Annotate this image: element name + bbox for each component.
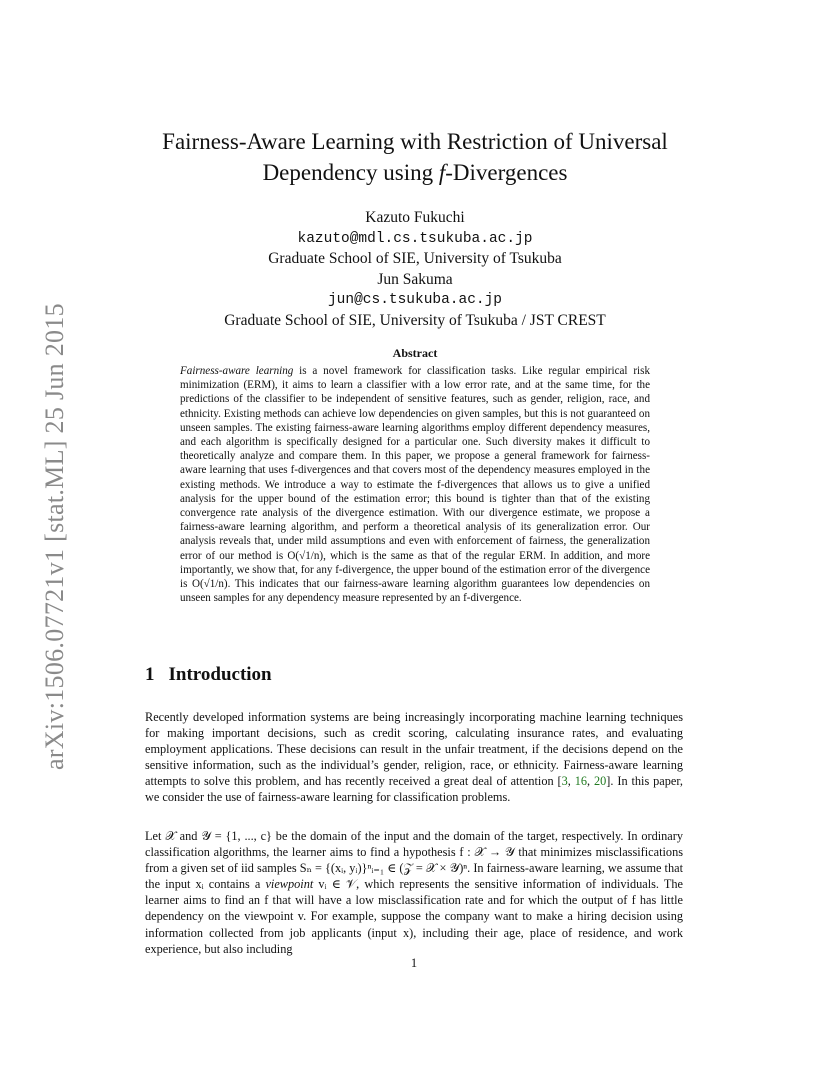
- citation-link[interactable]: 3: [561, 774, 568, 789]
- para2-text-a: Let 𝒳 and 𝒴 = {1, ..., c} be the domain of the input and the domain of the target, respectively. In ordinary classification algorithms, the learner aims to find a hypothesis f : 𝒳 → 𝒴 that minimizes misclassifications from a given set of iid samples Sₙ = {(xᵢ, yᵢ)}ⁿᵢ₌₁ ∈ (𝒵 = 𝒳 × 𝒴)ⁿ. In fairness-aware learning, we assume that the input xᵢ contains a: [145, 829, 683, 892]
- intro-paragraph-2: [145, 828, 683, 957]
- author-2-affiliation: Graduate School of SIE, University of Tsukuba / JST CREST: [224, 311, 606, 329]
- para1-sep-2: ,: [587, 774, 594, 789]
- author-1-email[interactable]: kazuto@mdl.cs.tsukuba.ac.jp: [297, 230, 533, 247]
- author-2-email[interactable]: jun@cs.tsukuba.ac.jp: [327, 292, 503, 308]
- title-line-2-pre: Dependency using: [262, 160, 439, 185]
- para1-text-b: ]. In this paper, we consider the use of fairness-aware learning for classification problems.: [145, 774, 684, 805]
- citation-link[interactable]: 16: [574, 774, 588, 789]
- arxiv-side-stamp: arXiv:1506.07721v1 [stat.ML] 25 Jun 2015: [40, 303, 69, 770]
- page-number: 1: [410, 956, 418, 970]
- para1-text-a: Recently developed information systems are being increasingly incorporating machine learning techniques for making important decisions, such as credit scoring, calculating insurance rates, and evaluating employment applications. These decisions can result in the unfair treatment, if the decisions depend on the sensitive information, such as the individual’s gender, religion, race, or ethnicity. Fairness-aware learning attempts to solve this problem, and has recently received a great deal of attention [: [145, 710, 683, 789]
- author-1-affiliation: Graduate School of SIE, University of Tsukuba: [268, 250, 562, 267]
- abstract-body-text: is a novel framework for classification tasks. Like regular empirical risk minimization (ERM), it aims to learn a classifier with a low error rate, and at the same time, for the predictions of the classifier to be independent of sensitive features, such as gender, religion, race, and ethnicity. Existing methods can achieve low dependencies on given samples, but this is not guaranteed on unseen samples. The existing fairness-aware learning algorithms employ different dependency measures, and each algorithm is specifically designed for a particular one. Such diversity makes it difficult to theoretically analyze and compare them. In this paper, we propose a general framework for fairness-aware learning that uses f-divergences and that covers most of the dependency measures employed in the existing methods. We introduce a way to estimate the f-divergences that allows us to give a unified analysis for the upper bound of the estimation error; this bound is tighter than that of the existing convergence rate analysis of the divergence estimation. With our divergence estimate, we propose a fairness-aware learning algorithm, and perform a theoretical analysis of its generalization error. Our analysis reveals that, under mild assumptions and even with enforcement of fairness, the generalization error of our method is O(√1/n), which is the same as that of the regular ERM. In addition, and more importantly, we show that, for any f-divergence, the upper bound of the estimation error of the divergence is O(√1/n). This indicates that our fairness-aware learning algorithm guarantees low dependencies on unseen samples for any dependency measure represented by an f-divergence.: [180, 365, 650, 605]
- section-number: 1: [145, 664, 155, 685]
- author-1-name: Kazuto Fukuchi: [365, 209, 465, 226]
- para2-text-b: vᵢ ∈ 𝒱, which represents the sensitive information of individuals. The learner aims to find an f that will have a low misclassification rate and for which the output of f has little dependency on the viewpoint v. For example, suppose the company want to make a hiring decision using information collected from job applicants (input x), including their age, place of residence, and work experience, but also including: [145, 877, 683, 956]
- abstract-heading: Abstract: [392, 346, 438, 360]
- intro-paragraph-1: [145, 709, 683, 806]
- citation-link[interactable]: 20: [594, 774, 607, 789]
- title-line-2: [120, 157, 710, 188]
- author-block: [120, 208, 710, 331]
- author-2-name: Jun Sakuma: [377, 270, 453, 288]
- title-math-f: f: [438, 160, 446, 185]
- abstract-lead-italic: Fairness-aware learning: [180, 365, 294, 377]
- para1-sep-1: ,: [567, 774, 575, 789]
- viewpoint-term: viewpoint: [265, 877, 314, 892]
- abstract-text: [180, 364, 650, 605]
- title-line-2-post: -Divergences: [445, 160, 568, 185]
- paper-title: [120, 126, 710, 188]
- title-line-1: Fairness-Aware Learning with Restriction of Universal: [162, 129, 668, 154]
- section-heading-introduction: [145, 664, 272, 686]
- section-title: Introduction: [168, 664, 272, 685]
